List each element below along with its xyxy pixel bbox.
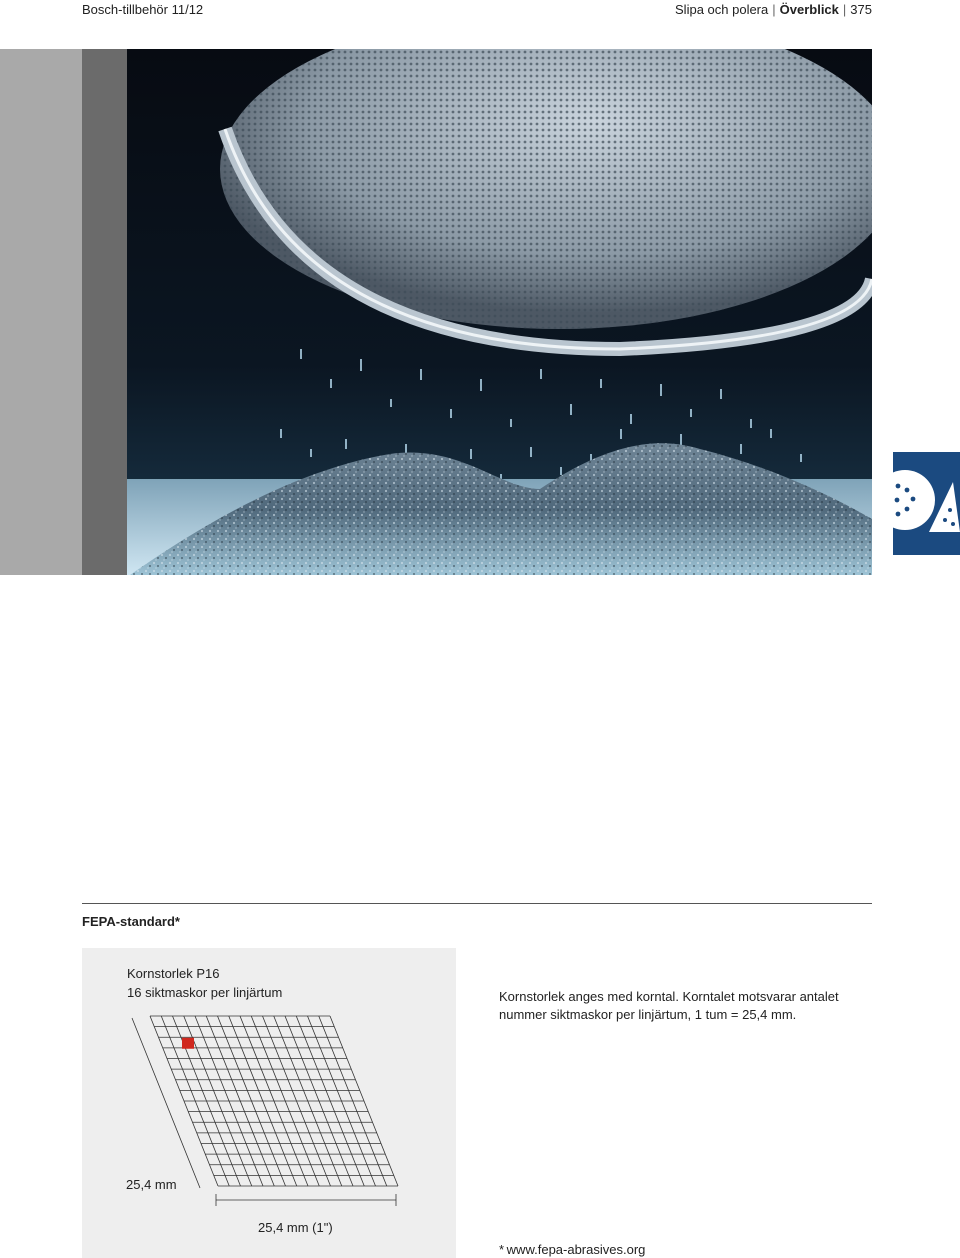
page-number: 375	[850, 2, 872, 17]
side-bar-light	[0, 49, 82, 575]
sieve-mesh-diagram	[82, 948, 456, 1258]
single-mesh-cell	[182, 1038, 194, 1049]
chapter-tab	[893, 452, 960, 555]
section-rule	[82, 903, 872, 904]
description-text: Kornstorlek anges med korntal. Korntalet motsvarar antalet nummer siktmaskor per linjärtum, 1 tum = 25,4 mm.	[499, 989, 839, 1022]
header-section: Slipa och polera	[675, 2, 769, 17]
mesh-count-label: 16 siktmaskor per linjärtum	[127, 985, 283, 1000]
running-header-right: Slipa och polera | Överblick | 375	[675, 2, 872, 17]
header-subsection: Överblick	[779, 2, 839, 17]
section-title: FEPA-standard*	[82, 914, 180, 929]
bottom-dimension-label: 25,4 mm (1")	[258, 1220, 333, 1235]
footnote: * www.fepa-abrasives.org	[499, 1242, 646, 1257]
sanding-disc-icon	[893, 452, 960, 555]
side-bar-dark	[82, 49, 127, 575]
sieve-photo	[0, 49, 872, 575]
running-header-left: Bosch-tillbehör 11/12	[82, 2, 204, 17]
grain-size-label: Kornstorlek P16	[127, 966, 220, 981]
diagonal-dimension-label: 25,4 mm	[126, 1177, 177, 1192]
